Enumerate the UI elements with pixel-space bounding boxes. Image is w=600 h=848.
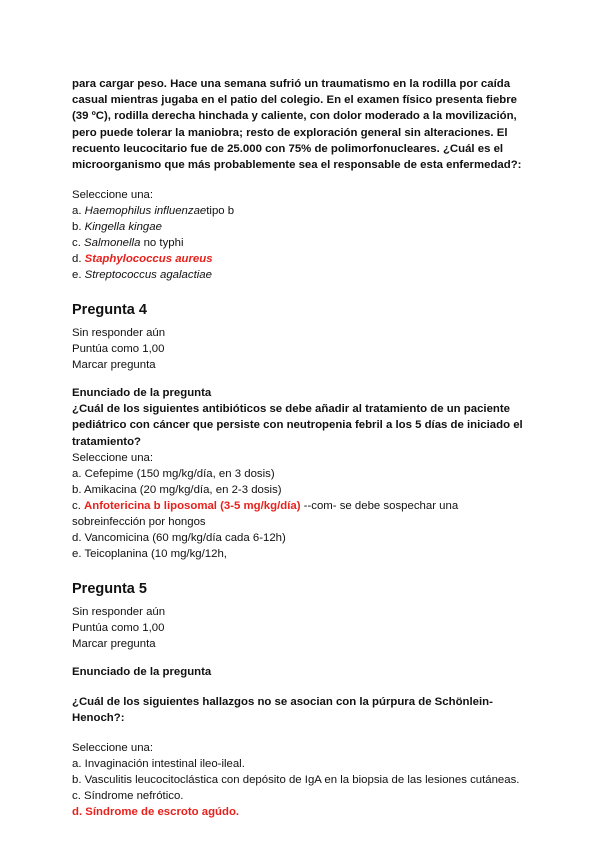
q4-title: Pregunta 4 [72, 302, 147, 319]
q5-statement-heading: Enunciado de la pregunta [72, 665, 212, 678]
option-text: Vasculitis leucocitoclástica con depósito de IgA en la biopsia de las lesiones cutáneas. [84, 774, 520, 787]
option-text: Invaginación intestinal ileo-ileal. [84, 758, 245, 771]
q4-options [72, 466, 532, 562]
q5-status: Sin responder aún [72, 605, 166, 618]
q5-flag-link[interactable]: Marcar pregunta [72, 637, 156, 650]
q5-option-a[interactable] [72, 756, 532, 772]
q5-points: Puntúa como 1,00 [72, 621, 165, 634]
answer-note: --com- se debe sospechar una sobreinfección por hongos [72, 499, 459, 528]
q3-option-e[interactable] [72, 267, 532, 283]
q4-option-e[interactable] [72, 546, 532, 562]
option-letter: c. [72, 237, 81, 250]
option-letter: e. [72, 269, 82, 282]
q3-options [72, 203, 532, 283]
q5-question-text: ¿Cuál de los siguientes hallazgos no se asocian con la púrpura de Schönlein-Henoch?: [72, 695, 493, 725]
q5-option-c[interactable] [72, 788, 532, 804]
option-text: Vancomicina (60 mg/kg/día cada 6-12h) [84, 531, 286, 544]
q3-intro-text: para cargar peso. Hace una semana sufrió un traumatismo en la rodilla por caída casual mientras jugaba en el patio del colegio. En el examen físico presenta fiebre (39 ºC), rodilla derecha hinchada y caliente, con dolor moderado a la movilización, pero puede tolerar la maniobra; resto de exploración general sin alteraciones. El recuento leucocitario fue de 25.000 con 75% de polimorfonucleares. ¿Cuál es el microorganismo que más probablemente sea el responsable de esta enfermedad?: [72, 78, 522, 172]
q3-option-c[interactable] [72, 235, 532, 251]
q5-title: Pregunta 5 [72, 580, 147, 597]
option-italic-text: Streptococcus agalactiae [84, 269, 212, 282]
q3-option-d[interactable] [72, 251, 532, 267]
q5-options [72, 756, 532, 820]
q4-question-text: ¿Cuál de los siguientes antibióticos se debe añadir al tratamiento de un paciente pediátrico con cáncer que persiste con neutropenia febril a los 5 días de iniciado el tratamiento? [72, 403, 523, 448]
q5-option-b[interactable] [72, 772, 532, 788]
option-letter: d. [72, 531, 82, 544]
q4-status: Sin responder aún [72, 327, 166, 340]
q4-flag-link[interactable]: Marcar pregunta [72, 359, 156, 372]
q3-correct-answer: Staphylococcus aureus [84, 253, 213, 266]
option-letter: d. [72, 806, 83, 819]
option-italic-text: Salmonella [84, 237, 141, 250]
option-letter: a. [72, 758, 82, 771]
option-text: Cefepime (150 mg/kg/día, en 3 dosis) [84, 467, 275, 480]
option-italic-text: Haemophilus influenzae [84, 205, 207, 218]
q4-option-c[interactable] [72, 498, 532, 530]
option-letter: b. [72, 221, 82, 234]
option-text: Amikacina (20 mg/kg/día, en 2-3 dosis) [84, 483, 282, 496]
q3-select-label: Seleccione una: [72, 189, 154, 202]
option-letter: a. [72, 205, 82, 218]
option-italic-text: Kingella kingae [84, 221, 162, 234]
option-letter: c. [72, 790, 81, 803]
q5-option-d[interactable] [72, 804, 532, 820]
q4-statement-heading: Enunciado de la pregunta [72, 387, 212, 400]
option-text: tipo b [206, 205, 235, 218]
option-text: Teicoplanina (10 mg/kg/12h, [84, 547, 227, 560]
page-content [72, 76, 532, 820]
option-letter: d. [72, 253, 82, 266]
option-letter: c. [72, 499, 81, 512]
option-letter: b. [72, 774, 82, 787]
option-text: Síndrome nefrótico. [84, 790, 184, 803]
option-letter: a. [72, 467, 82, 480]
q5-correct-answer: Síndrome de escroto agúdo. [85, 806, 240, 819]
q4-option-a[interactable] [72, 466, 532, 482]
option-letter: e. [72, 547, 82, 560]
q4-correct-answer: Anfotericina b liposomal (3-5 mg/kg/día) [84, 499, 301, 512]
option-text: no typhi [143, 237, 184, 250]
q4-points: Puntúa como 1,00 [72, 343, 165, 356]
q3-option-a[interactable] [72, 203, 532, 219]
option-letter: b. [72, 483, 82, 496]
q5-select-label: Seleccione una: [72, 742, 154, 755]
q4-option-d[interactable] [72, 530, 532, 546]
q4-option-b[interactable] [72, 482, 532, 498]
q3-option-b[interactable] [72, 219, 532, 235]
q4-select-label: Seleccione una: [72, 451, 154, 464]
